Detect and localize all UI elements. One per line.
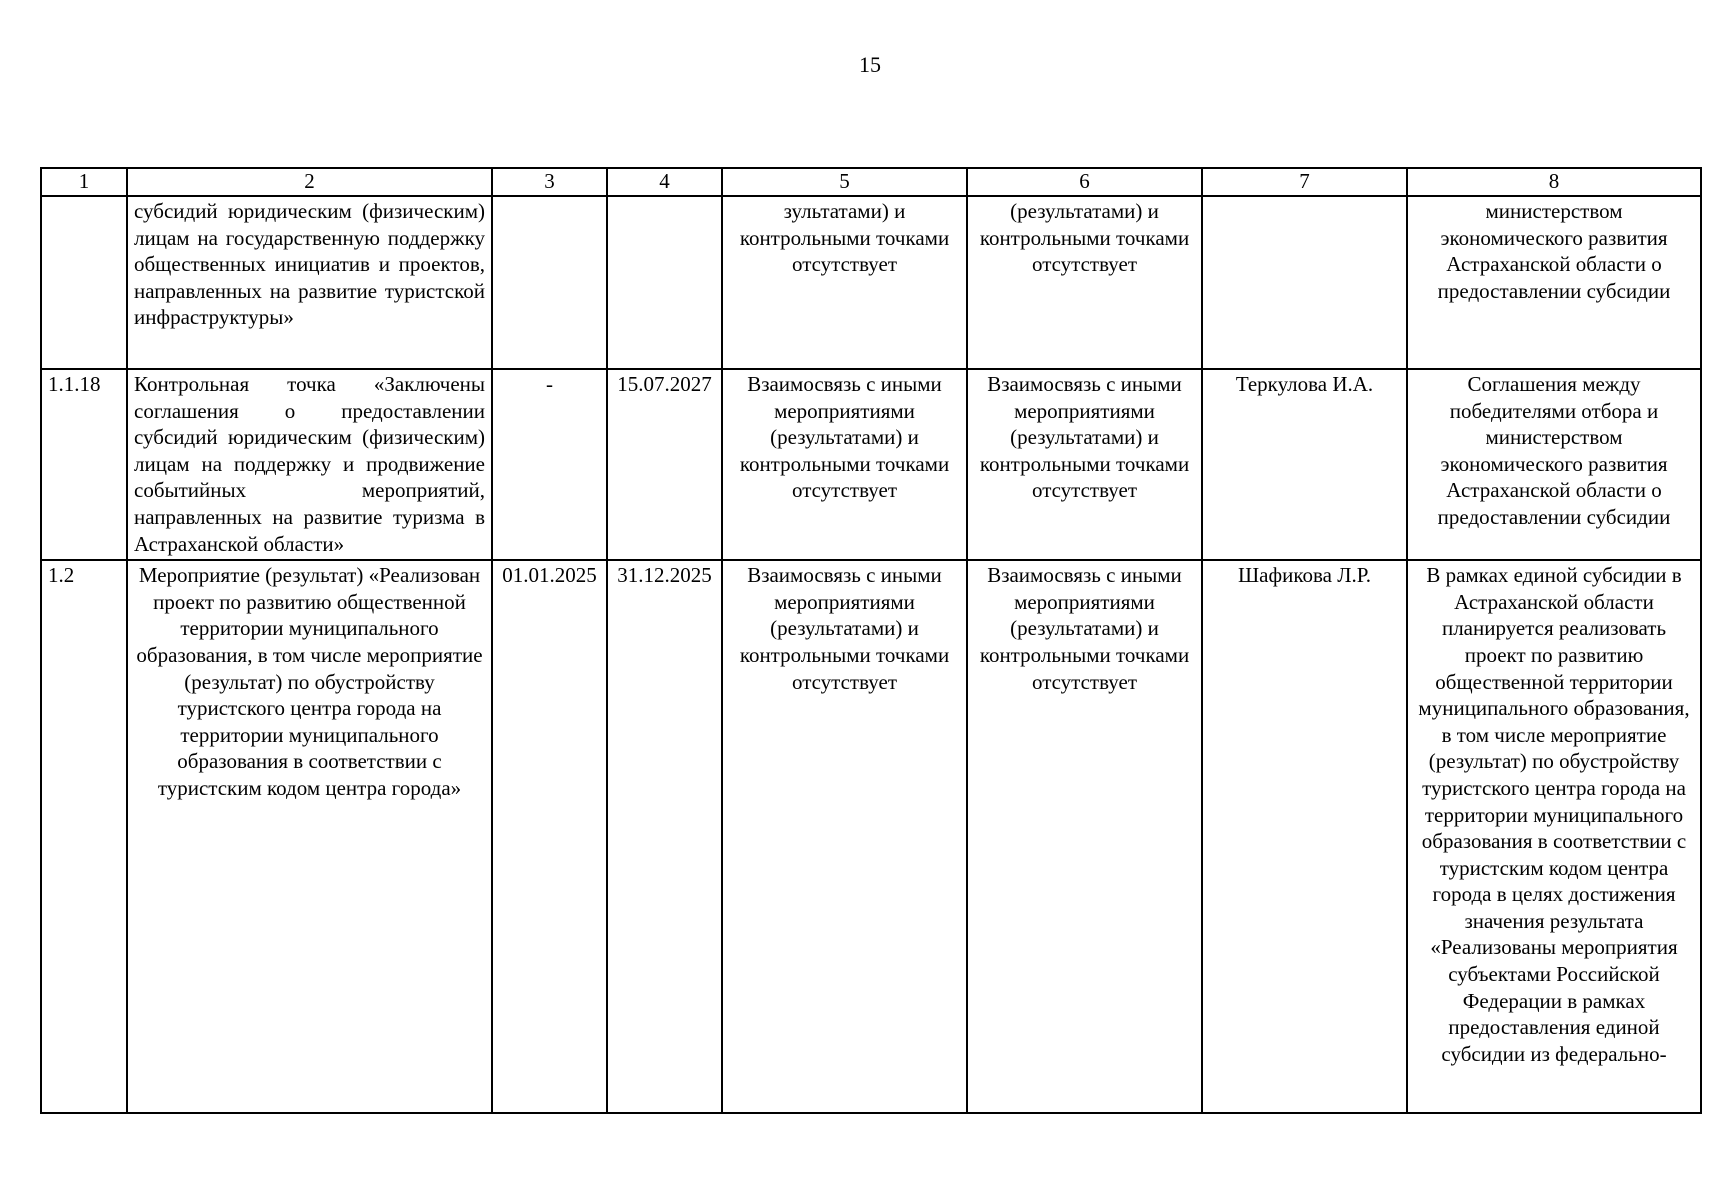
cell-start-date: -	[492, 369, 607, 560]
table-row	[41, 196, 1701, 369]
column-header-3: 3	[492, 168, 607, 196]
column-header-1: 1	[41, 168, 127, 196]
cell-start-date	[492, 196, 607, 369]
column-header-4: 4	[607, 168, 722, 196]
cell-result-document: министерством экономического развития Астраханской области о предоставлении субсидии	[1407, 196, 1701, 369]
column-header-8: 8	[1407, 168, 1701, 196]
cell-number	[41, 196, 127, 369]
plan-table	[40, 167, 1702, 1114]
page-number: 15	[859, 52, 881, 77]
cell-link-activities: Взаимосвязь с иными мероприятиями (результатами) и контрольными точками отсутствует	[722, 560, 967, 1113]
table-row	[41, 560, 1701, 1113]
cell-responsible: Шафикова Л.Р.	[1202, 560, 1407, 1113]
cell-link-activities: Взаимосвязь с иными мероприятиями (результатами) и контрольными точками отсутствует	[722, 369, 967, 560]
cell-start-date: 01.01.2025	[492, 560, 607, 1113]
column-header-5: 5	[722, 168, 967, 196]
header-row	[41, 168, 1701, 196]
cell-result-document: В рамках единой субсидии в Астраханской области планируется реализовать проект по развитию общественной территории муниципального образования, в том числе мероприятие (результат) по обустройству туристского центра города на территории муниципального образования в соответствии с туристским кодом центра города в целях достижения значения результата «Реализованы мероприятия субъектами Российской Федерации в рамках предоставления единой субсидии из федерально-	[1407, 560, 1701, 1113]
cell-link-points: Взаимосвязь с иными мероприятиями (результатами) и контрольными точками отсутствует	[967, 560, 1202, 1113]
cell-link-points: (результатами) и контрольными точками отсутствует	[967, 196, 1202, 369]
cell-link-points: Взаимосвязь с иными мероприятиями (результатами) и контрольными точками отсутствует	[967, 369, 1202, 560]
cell-responsible: Теркулова И.А.	[1202, 369, 1407, 560]
cell-number: 1.2	[41, 560, 127, 1113]
cell-name: Мероприятие (результат) «Реализован проект по развитию общественной территории муниципального образования, в том числе мероприятие (результат) по обустройству туристского центра города на территории муниципального образования в соответствии с туристским кодом центра города»	[127, 560, 492, 1113]
cell-end-date	[607, 196, 722, 369]
table-row	[41, 369, 1701, 560]
cell-result-document: Соглашения между победителями отбора и министерством экономического развития Астраханской области о предоставлении субсидии	[1407, 369, 1701, 560]
cell-number: 1.1.18	[41, 369, 127, 560]
cell-name: субсидий юридическим (физическим) лицам на государственную поддержку общественных инициатив и проектов, направленных на развитие туристской инфраструктуры»	[127, 196, 492, 369]
cell-responsible	[1202, 196, 1407, 369]
cell-end-date: 15.07.2027	[607, 369, 722, 560]
column-header-7: 7	[1202, 168, 1407, 196]
column-header-6: 6	[967, 168, 1202, 196]
cell-link-activities: зультатами) и контрольными точками отсутствует	[722, 196, 967, 369]
column-header-2: 2	[127, 168, 492, 196]
cell-name: Контрольная точка «Заключены соглашения о предоставлении субсидий юридическим (физическим) лицам на поддержку и продвижение событийных мероприятий, направленных на развитие туризма в Астраханской области»	[127, 369, 492, 560]
cell-end-date: 31.12.2025	[607, 560, 722, 1113]
